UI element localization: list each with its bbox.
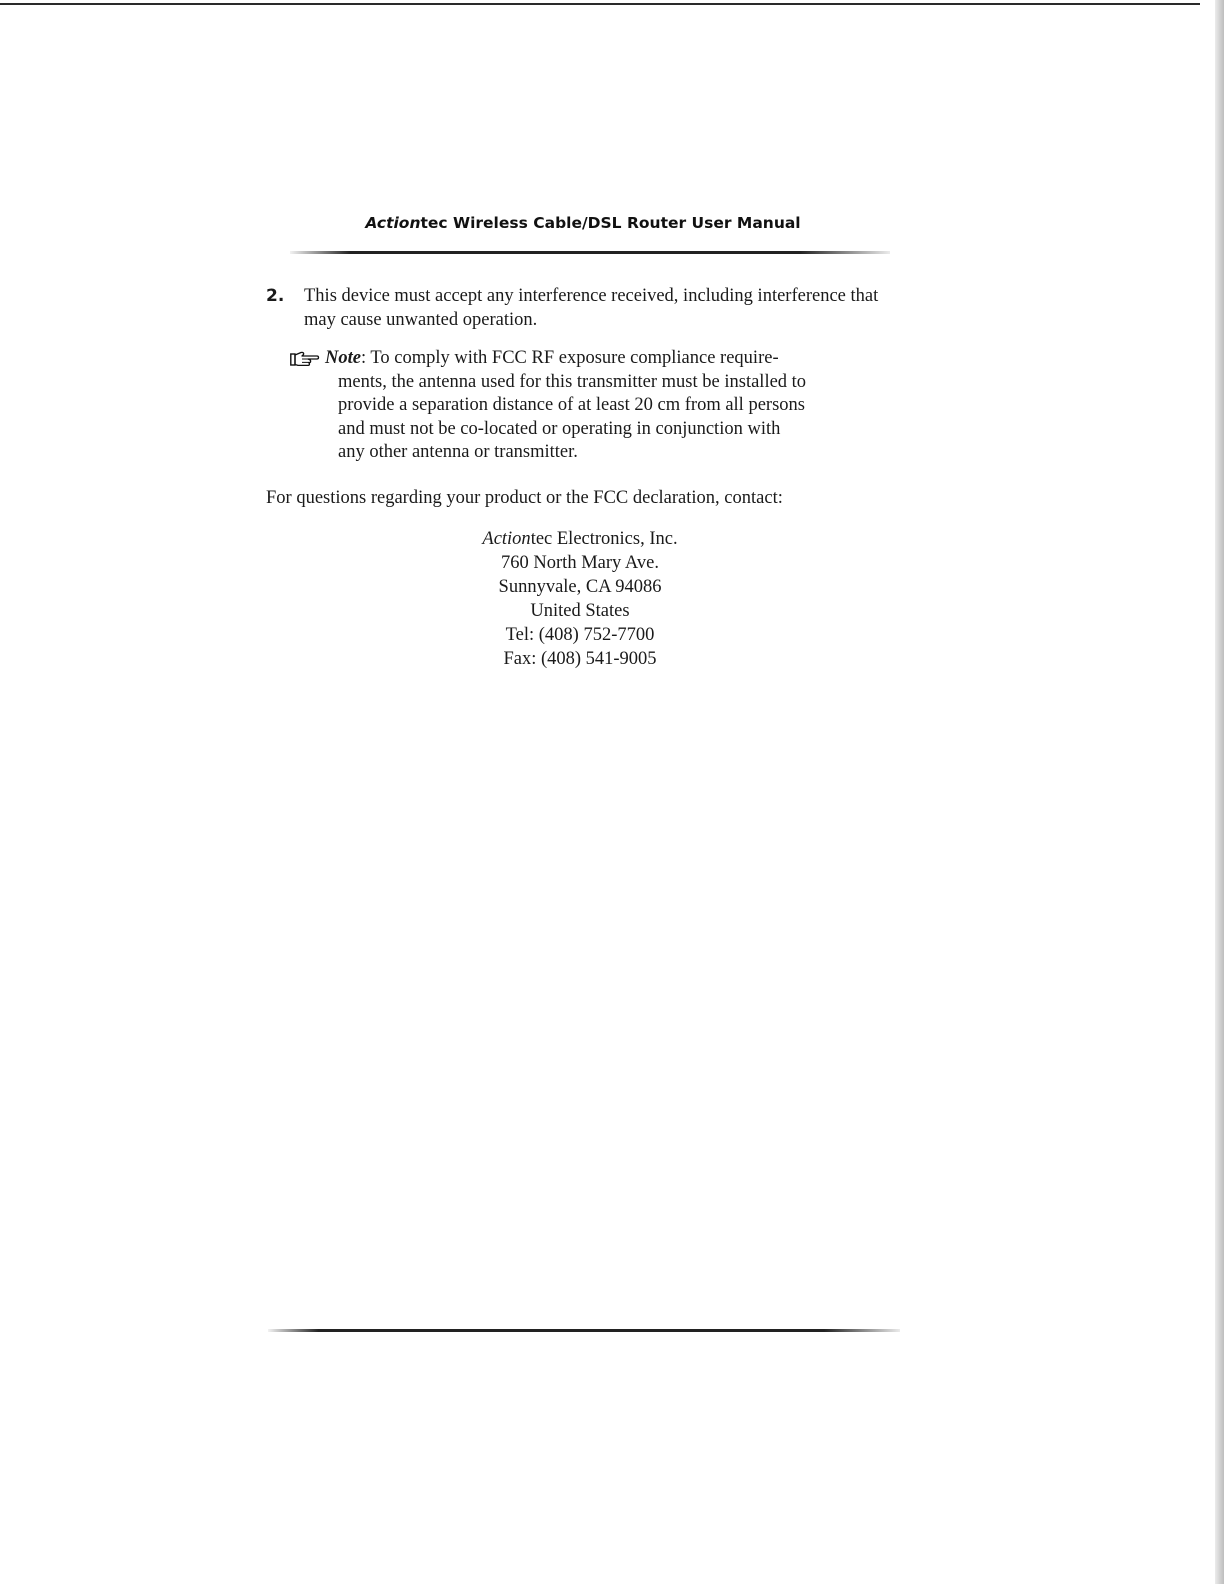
running-header [0, 214, 1166, 232]
address-tel: Tel: (408) 752-7700 [505, 625, 655, 645]
questions-paragraph: For questions regarding your product or the FCC declaration, contact: [266, 488, 783, 508]
address-company [430, 527, 730, 551]
pointing-hand-icon [290, 351, 320, 368]
header-title-text: tec Wireless Cable/DSL Router User Manual [420, 214, 801, 232]
note-line-5: any other antenna or transmitter. [338, 442, 578, 462]
header-brand-italic: Action [365, 214, 421, 232]
note-block [290, 347, 850, 465]
address-street: 760 North Mary Ave. [501, 553, 659, 573]
top-border-rule [0, 3, 1200, 5]
page-right-edge-shadow [1215, 0, 1224, 1584]
address-company-rest: tec Electronics, Inc. [530, 529, 678, 549]
list-item-line-2: may cause unwanted operation. [304, 310, 538, 330]
address-city: Sunnyvale, CA 94086 [498, 577, 662, 597]
note-line-2: ments, the antenna used for this transmitter must be installed to [338, 371, 807, 392]
note-line-3: provide a separation distance of at least 20 cm from all persons [338, 395, 805, 415]
list-item-line-1: This device must accept any interference received, including interference that [304, 286, 879, 306]
list-item-2 [266, 284, 906, 332]
note-line-1 [325, 347, 850, 371]
address-country: United States [530, 601, 630, 621]
footer-rule [268, 1329, 900, 1332]
contact-address [430, 527, 730, 671]
note-line-4: and must not be co-located or operating in conjunction with [338, 418, 781, 439]
list-item-number: 2. [266, 286, 285, 306]
header-rule [290, 251, 890, 254]
note-label: Note [325, 348, 361, 368]
note-first-line-text: : To comply with FCC RF exposure compliance require- [360, 348, 779, 368]
address-company-italic: Action [482, 529, 531, 549]
address-fax: Fax: (408) 541-9005 [503, 649, 657, 669]
